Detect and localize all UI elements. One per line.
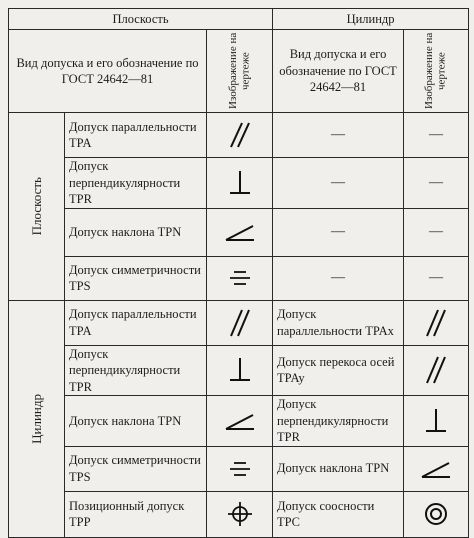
group-plane-cell xyxy=(9,113,65,301)
header-row-sub xyxy=(9,30,469,113)
row-right-symbol: — xyxy=(404,208,469,256)
table-row xyxy=(9,113,469,158)
row-left-label: Допуск наклона TPN xyxy=(65,396,207,447)
angularity-icon xyxy=(207,396,273,447)
angularity-icon xyxy=(404,446,469,491)
row-left-label: Допуск симметричности TPS xyxy=(65,256,207,300)
tolerance-table xyxy=(8,8,469,538)
row-right-symbol: — xyxy=(404,113,469,158)
row-left-label: Допуск параллельности TPA xyxy=(65,300,207,345)
top-page-strip xyxy=(0,0,474,8)
symmetry-icon xyxy=(207,446,273,491)
row-right-label: — xyxy=(273,256,404,300)
header-type-cylinder: Вид допуска и его обозначение по ГОСТ 24642—81 xyxy=(273,30,404,113)
table-row xyxy=(9,158,469,209)
row-left-label: Допуск перпендикулярности TPR xyxy=(65,345,207,396)
row-right-label: Допуск соосности TPC xyxy=(273,491,404,537)
header-image-plane-cell xyxy=(207,30,273,113)
row-right-symbol: — xyxy=(404,256,469,300)
parallel-icon xyxy=(207,300,273,345)
angularity-icon xyxy=(207,208,273,256)
perpendicular-icon xyxy=(207,345,273,396)
perpendicular-icon xyxy=(207,158,273,209)
parallel-icon xyxy=(207,113,273,158)
group-plane-label: Плоскость xyxy=(28,177,44,236)
header-image-cylinder: Изображение на чертеже xyxy=(423,32,449,110)
row-left-label: Позиционный допуск TPP xyxy=(65,491,207,537)
table-row xyxy=(9,300,469,345)
position-icon xyxy=(207,491,273,537)
row-left-label: Допуск симметричности TPS xyxy=(65,446,207,491)
row-right-label: — xyxy=(273,158,404,209)
group-cylinder-label: Цилиндр xyxy=(28,393,44,444)
table-row xyxy=(9,396,469,447)
row-left-label: Допуск параллельности TPA xyxy=(65,113,207,158)
table-row xyxy=(9,491,469,537)
row-left-label: Допуск наклона TPN xyxy=(65,208,207,256)
header-cylinder: Цилиндр xyxy=(273,9,469,30)
parallel-icon xyxy=(404,300,469,345)
table-row xyxy=(9,446,469,491)
header-image-plane: Изображение на чертеже xyxy=(226,32,252,110)
row-right-label: Допуск перпендикулярности TPR xyxy=(273,396,404,447)
row-right-label: — xyxy=(273,113,404,158)
row-right-symbol: — xyxy=(404,158,469,209)
table-row xyxy=(9,345,469,396)
header-row-top xyxy=(9,9,469,30)
row-right-label: Допуск наклона TPN xyxy=(273,446,404,491)
group-cylinder-cell xyxy=(9,300,65,537)
row-right-label: Допуск параллельности TPAx xyxy=(273,300,404,345)
perpendicular-icon xyxy=(404,396,469,447)
concentricity-icon xyxy=(404,491,469,537)
symmetry-icon xyxy=(207,256,273,300)
header-image-cylinder-cell xyxy=(404,30,469,113)
header-type-plane: Вид допуска и его обозначение по ГОСТ 24642—81 xyxy=(9,30,207,113)
table-row xyxy=(9,256,469,300)
parallel-icon xyxy=(404,345,469,396)
row-right-label: Допуск перекоса осей TPAy xyxy=(273,345,404,396)
row-left-label: Допуск перпендикулярности TPR xyxy=(65,158,207,209)
row-right-label: — xyxy=(273,208,404,256)
header-plane: Плоскость xyxy=(9,9,273,30)
table-row xyxy=(9,208,469,256)
